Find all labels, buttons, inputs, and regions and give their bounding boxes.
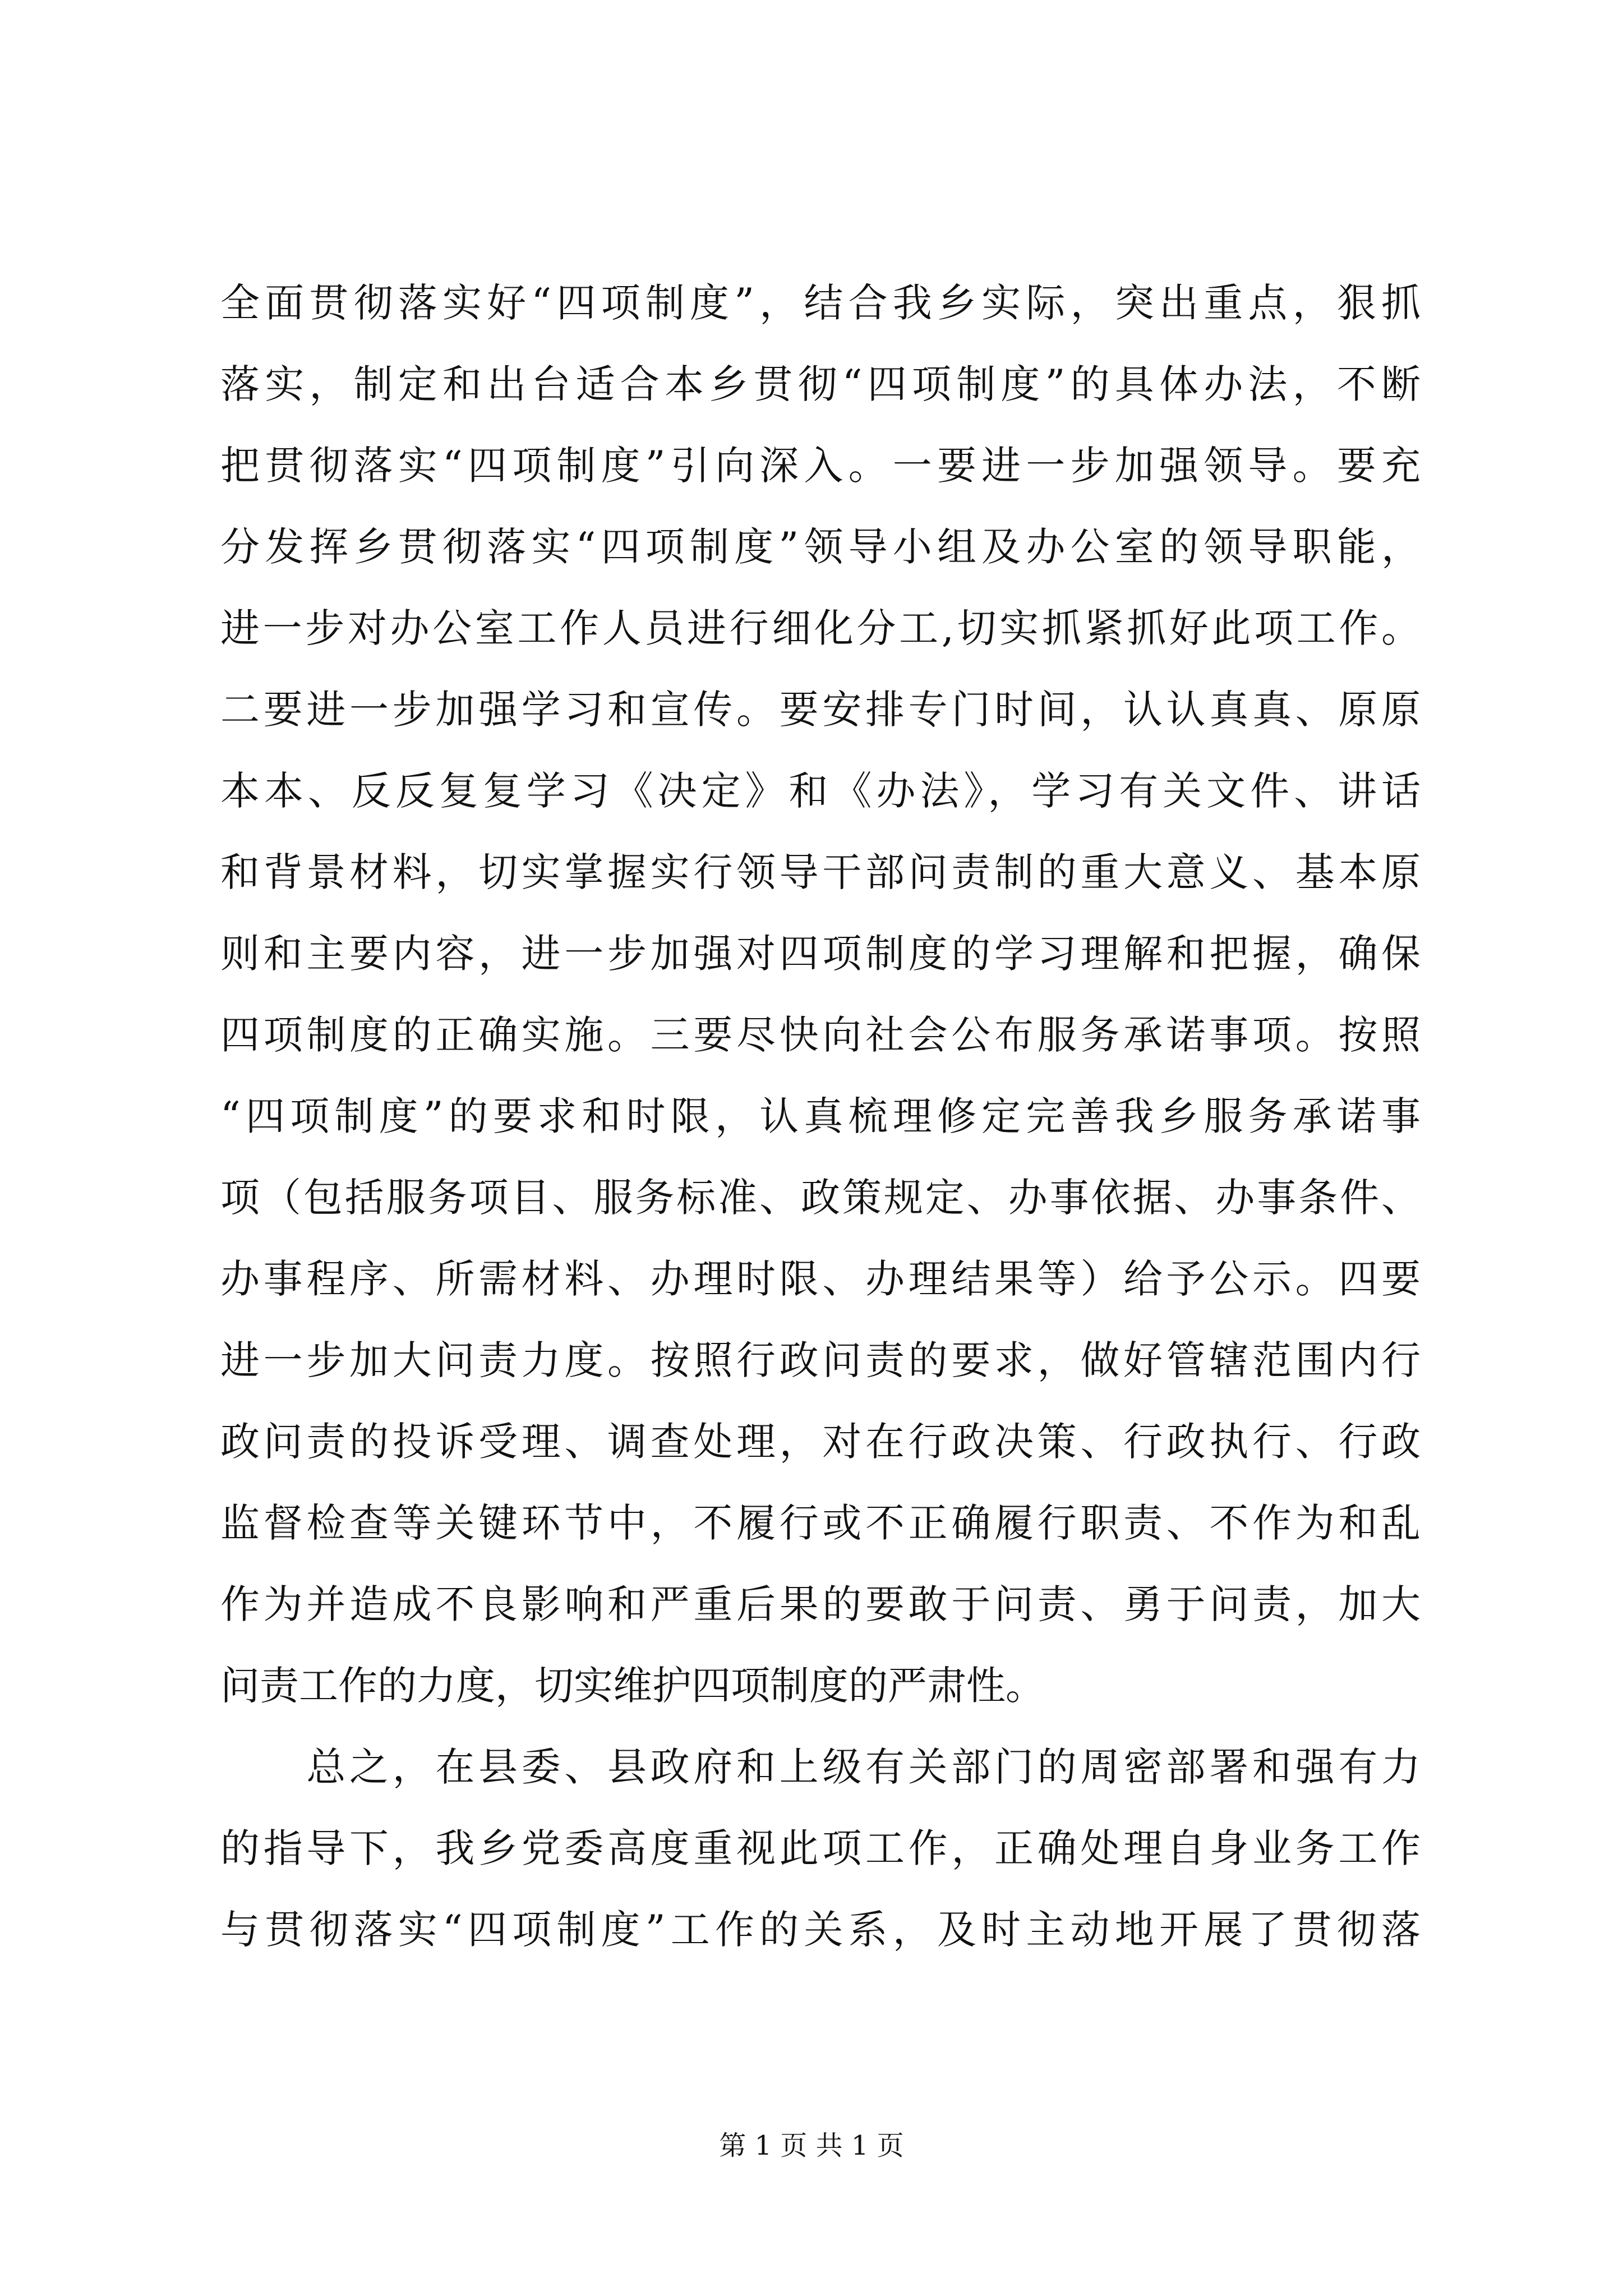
text-line: 进一步对办公室工作人员进行细化分工,切实抓紧抓好此项工作。	[220, 605, 1421, 651]
text-line: 项（包括服务项目、服务标准、政策规定、办事依据、办事条件、	[220, 1175, 1421, 1221]
body-text	[220, 263, 1421, 1971]
text-line: 与贯彻落实“四项制度”工作的关系，及时主动地开展了贯彻落	[220, 1907, 1421, 1953]
text-line: 全面贯彻落实好“四项制度”，结合我乡实际，突出重点，狠抓	[220, 280, 1421, 326]
page-number: 第 1 页 共 1 页	[719, 2130, 904, 2161]
paragraph-1	[220, 263, 1421, 1727]
text-line: 总之，在县委、县政府和上级有关部门的周密部署和强有力	[220, 1744, 1421, 1790]
text-line: 办事程序、所需材料、办理时限、办理结果等）给予公示。四要	[220, 1256, 1421, 1302]
text-line: 的指导下，我乡党委高度重视此项工作，正确处理自身业务工作	[220, 1825, 1421, 1871]
page-footer	[0, 2129, 1623, 2162]
text-line: “四项制度”的要求和时限，认真梳理修定完善我乡服务承诺事	[220, 1093, 1421, 1139]
text-line: 把贯彻落实“四项制度”引向深入。一要进一步加强领导。要充	[220, 443, 1421, 489]
paragraph-2	[220, 1727, 1421, 1971]
text-line: 分发挥乡贯彻落实“四项制度”领导小组及办公室的领导职能，	[220, 524, 1421, 570]
text-line: 政问责的投诉受理、调查处理，对在行政决策、行政执行、行政	[220, 1419, 1421, 1465]
text-line: 进一步加大问责力度。按照行政问责的要求，做好管辖范围内行	[220, 1337, 1421, 1383]
text-line: 本本、反反复复学习《决定》和《办法》，学习有关文件、讲话	[220, 768, 1421, 814]
text-line: 四项制度的正确实施。三要尽快向社会公布服务承诺事项。按照	[220, 1012, 1421, 1058]
text-line: 问责工作的力度，切实维护四项制度的严肃性。	[220, 1663, 1045, 1709]
text-line: 则和主要内容，进一步加强对四项制度的学习理解和把握，确保	[220, 931, 1421, 977]
text-line: 作为并造成不良影响和严重后果的要敢于问责、勇于问责，加大	[220, 1581, 1421, 1627]
text-line: 二要进一步加强学习和宣传。要安排专门时间，认认真真、原原	[220, 687, 1421, 733]
text-line: 落实，制定和出台适合本乡贯彻“四项制度”的具体办法，不断	[220, 361, 1421, 407]
text-line: 和背景材料，切实掌握实行领导干部问责制的重大意义、基本原	[220, 849, 1421, 895]
text-line: 监督检查等关键环节中，不履行或不正确履行职责、不作为和乱	[220, 1500, 1421, 1546]
